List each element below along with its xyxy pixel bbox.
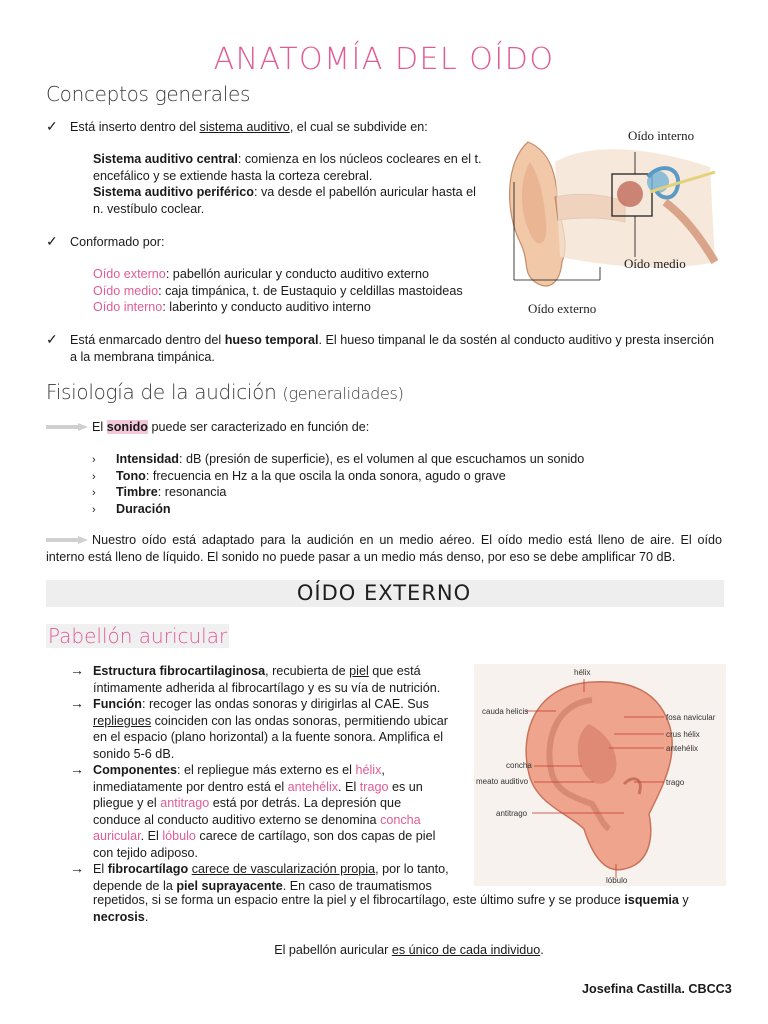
check-icon: ✓ bbox=[46, 233, 58, 249]
bullet-icon: › bbox=[92, 470, 96, 483]
label-meato: meato auditivo bbox=[476, 777, 529, 786]
list-item: › Intensidad: dB (presión de superficie), es el volumen al que escuchamos un sonido bbox=[92, 451, 692, 468]
bullet-icon: › bbox=[92, 454, 96, 466]
ear-anatomy-figure bbox=[500, 122, 730, 320]
check-icon: ✓ bbox=[46, 331, 58, 347]
section-heading-fisiologia: Fisiología de la audición (generalidades) bbox=[46, 380, 404, 404]
arrow-icon bbox=[46, 423, 88, 431]
footer-author: Josefina Castilla. CBCC3 bbox=[582, 982, 732, 996]
sonido-characteristics-list bbox=[92, 451, 692, 517]
label-oido-medio: Oído medio bbox=[624, 256, 686, 271]
label-helix: hélix bbox=[574, 668, 591, 677]
label-cauda: cauda helicis bbox=[482, 707, 529, 716]
list-item: › Duración bbox=[92, 501, 692, 518]
sonido-intro: El sonido puede ser caracterizado en función de: bbox=[92, 420, 370, 434]
adaptation-paragraph: Nuestro oído está adaptado para la audición en un medio aéreo. El oído medio está lleno de aire. El oído interno está lleno de líquido. El sonido no puede pasar a un medio más denso, por eso se debe amplificar 70 dB. bbox=[46, 533, 722, 564]
bullet-icon: › bbox=[92, 487, 96, 499]
page-title: ANATOMÍA DEL OÍDO bbox=[213, 42, 555, 77]
label-antitrago: antitrago bbox=[496, 809, 528, 818]
label-concha: concha bbox=[506, 761, 532, 770]
banner-title: OÍDO EXTERNO bbox=[296, 581, 472, 605]
label-trago: trago bbox=[666, 778, 685, 787]
list-item: → Función: recoger las ondas sonoras y dirigirlas al CAE. Sus repliegues coinciden con las ondas sonoras, permitiendo ubicar en el espacio (plano horizontal) a la fuente sonora. Amplifica el sonido 5-6 dB. bbox=[70, 695, 448, 761]
right-arrow-icon: → bbox=[70, 860, 84, 876]
label-lobulo: lóbulo bbox=[606, 876, 628, 885]
label-oido-interno: Oído interno bbox=[628, 128, 695, 143]
list-item: → El fibrocartílago carece de vascularización propia, por lo tanto, depende de la piel suprayacente. En caso de traumatismos bbox=[70, 860, 449, 893]
label-oido-externo: Oído externo bbox=[528, 301, 597, 316]
label-crus: crus hélix bbox=[666, 730, 700, 739]
auricle-diagram bbox=[474, 664, 726, 886]
bullet-icon: › bbox=[92, 503, 96, 516]
subsection-heading-pabellon: Pabellón auricular bbox=[48, 624, 228, 648]
label-fosa: fosa navicular bbox=[666, 713, 716, 722]
list-item: → Estructura fibrocartilaginosa, recubierta de piel que está íntimamente adherida al fibrocartílago y es su vía de nutrición. bbox=[70, 662, 441, 695]
subdivision-block: Sistema auditivo central: comienza en los núcleos cocleares en el t. encefálico y se extiende hasta la corteza cerebral. Sistema auditivo periférico: va desde el pabellón auricular hasta el n. vestíbulo coclear. bbox=[93, 152, 482, 216]
check2-intro: Conformado por: bbox=[70, 235, 165, 249]
pabellon-list bbox=[46, 663, 456, 894]
right-arrow-icon: → bbox=[70, 662, 84, 678]
fibrocartilago-continuation: repetidos, si se forma un espacio entre la piel y el fibrocartílago, este último sufre y se produce isquemia y necrosis. bbox=[93, 893, 689, 924]
list-item: › Tono: frecuencia en Hz a la que oscila la onda sonora, agudo o grave bbox=[92, 468, 692, 485]
list-item: → Componentes: el repliegue más externo es el hélix, inmediatamente por dentro está el antehélix. El trago es un pliegue y el antitrago está por detrás. La depresión que conduce al conducto auditivo externo se denomina concha auricular. El lóbulo carece de cartílago, son dos capas de piel con tejido adiposo. bbox=[70, 761, 436, 860]
section-heading-conceptos: Conceptos generales bbox=[46, 82, 251, 106]
right-arrow-icon: → bbox=[70, 761, 84, 777]
closing-statement: El pabellón auricular es único de cada individuo. bbox=[274, 943, 544, 957]
ear-parts-list: Oído externo: pabellón auricular y conducto auditivo externo Oído medio: caja timpánica, t. de Eustaquio y celdillas mastoideas Oído interno: laberinto y conducto auditivo interno bbox=[93, 267, 463, 314]
check3-text: Está enmarcado dentro del hueso temporal. El hueso timpanal le da sostén al conducto auditivo y presta inserción a la membrana timpánica. bbox=[70, 333, 715, 364]
check-icon: ✓ bbox=[46, 118, 58, 134]
label-antehelix: antehélix bbox=[666, 744, 699, 753]
right-arrow-icon: → bbox=[70, 695, 84, 711]
list-item: › Timbre: resonancia bbox=[92, 484, 692, 501]
check1-text: Está inserto dentro del sistema auditivo, el cual se subdivide en: bbox=[70, 120, 428, 134]
